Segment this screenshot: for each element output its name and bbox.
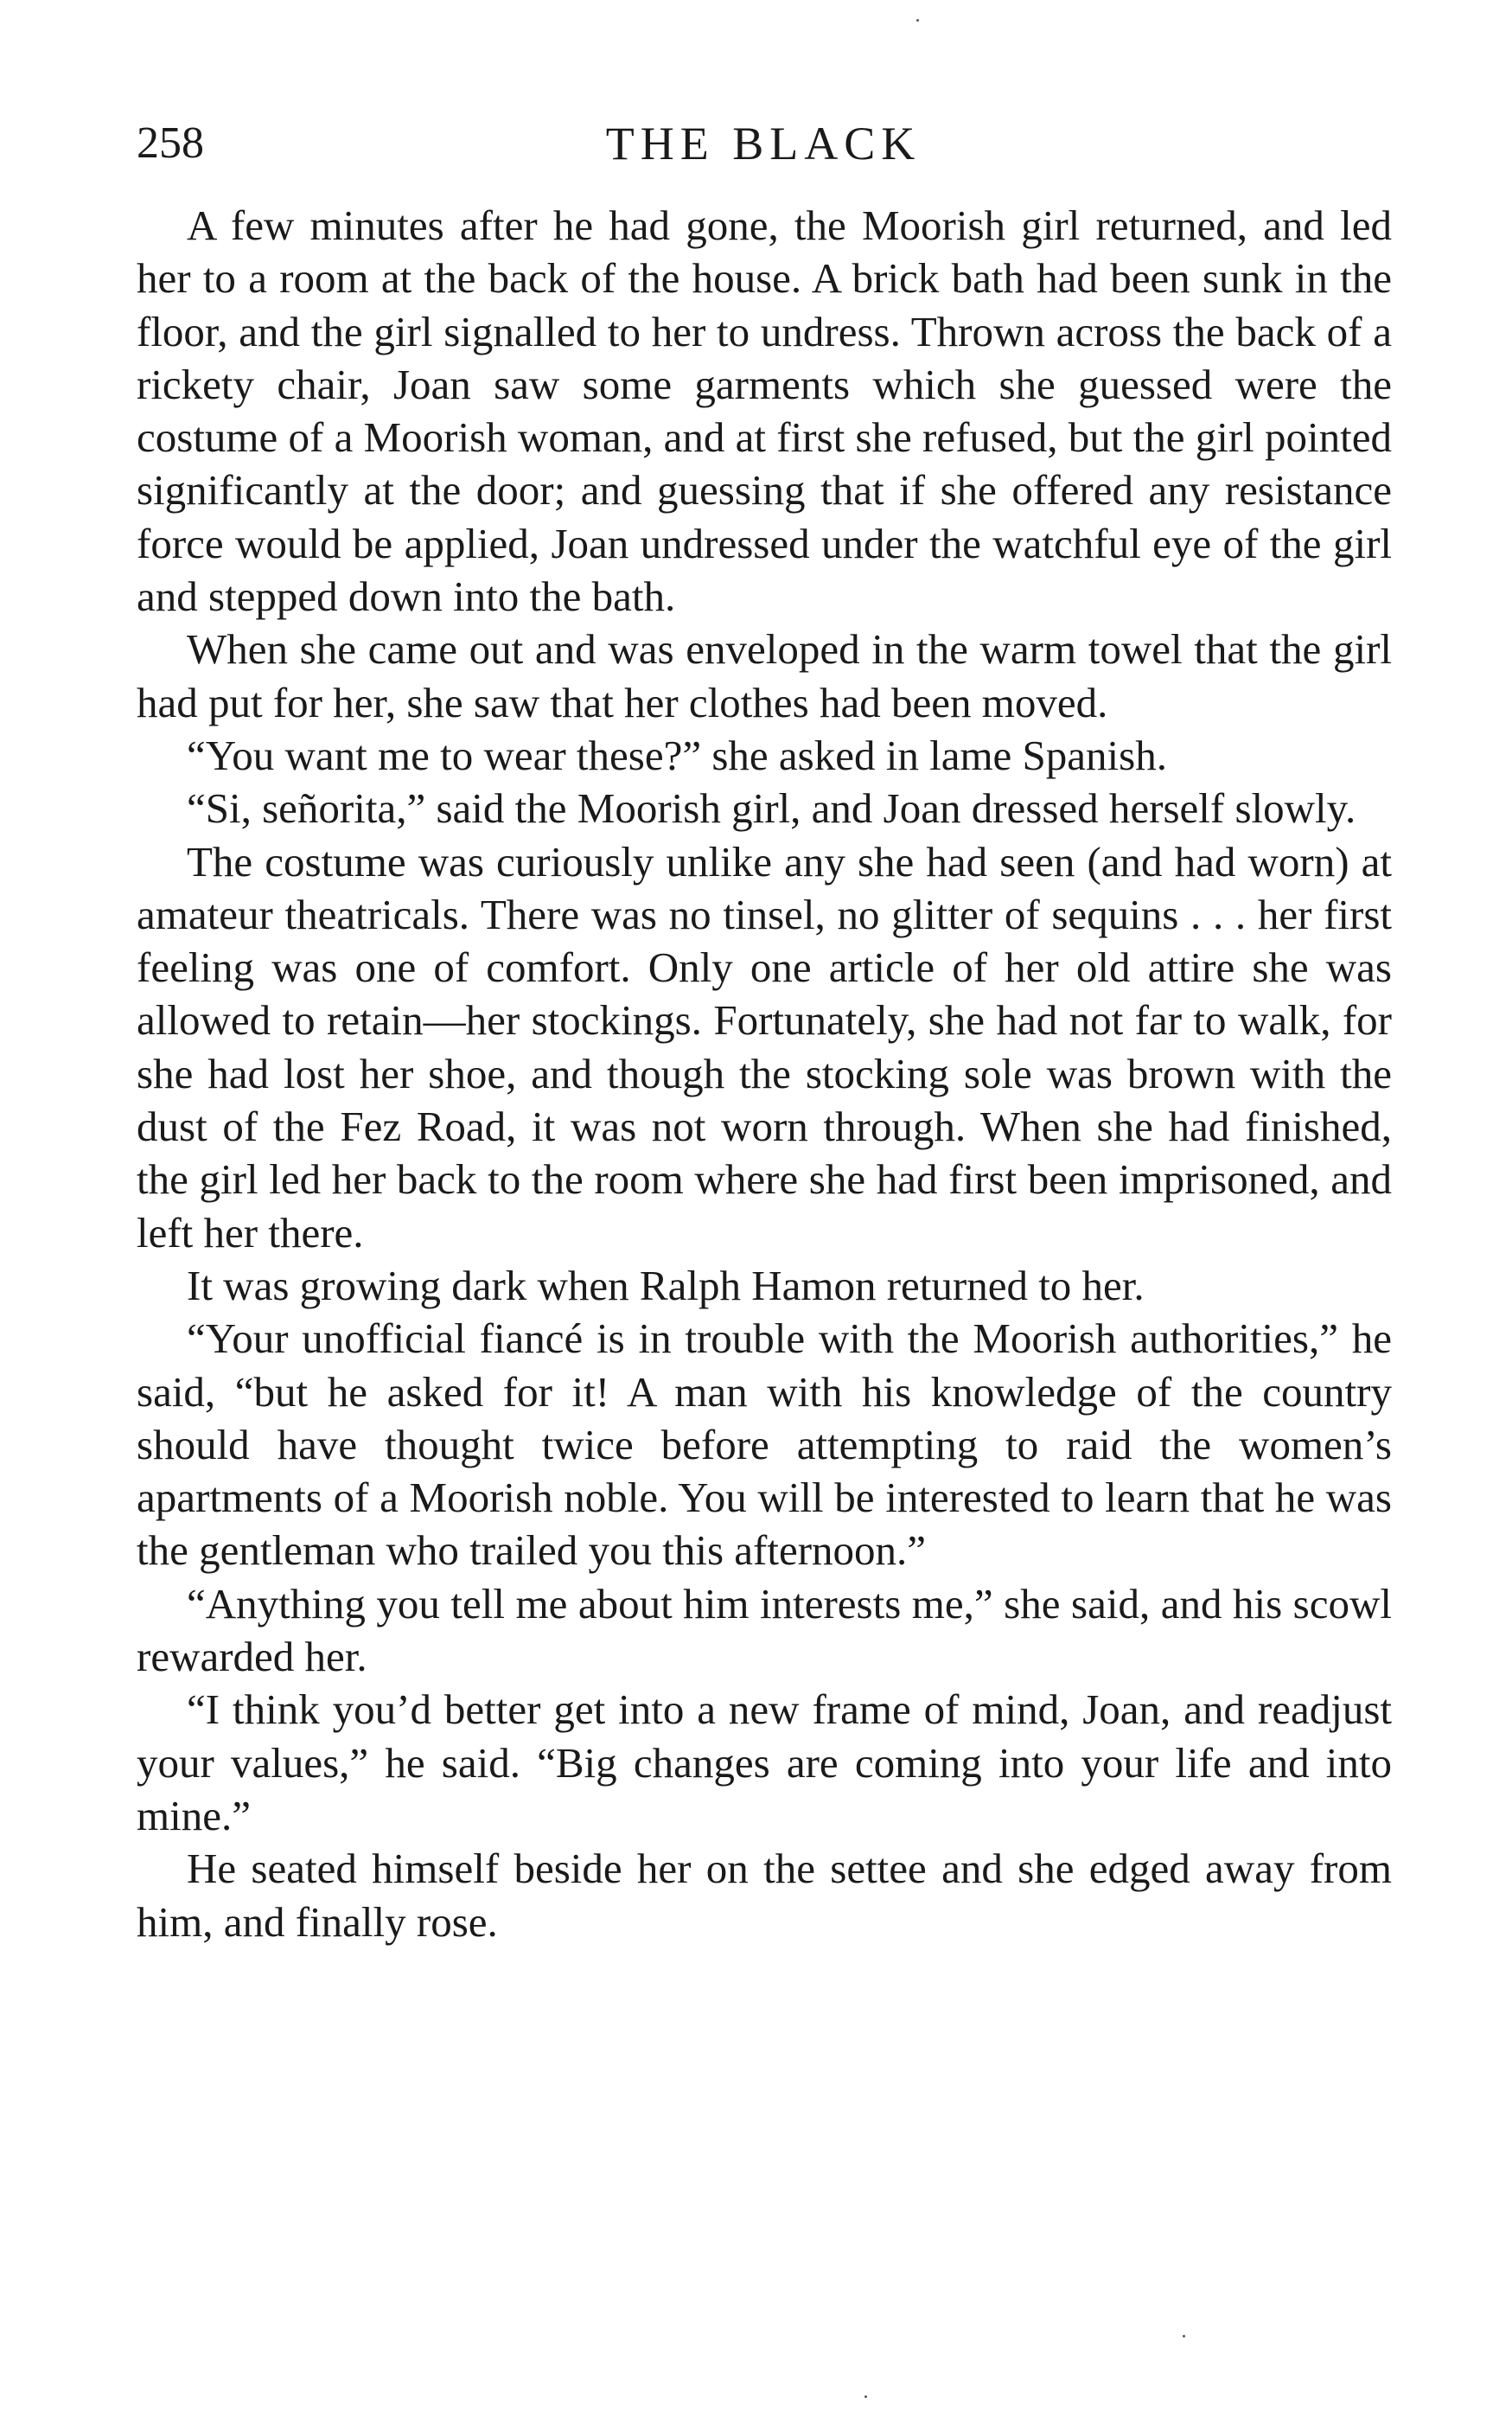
paragraph: The costume was curiously unlike any she had seen (and had worn) at amateur theatricals. There was no tinsel, no glitter of sequins . . . her first feeling was one of comfort. Only one article of her old attire she was allowed to retain—her stockings. Fortunately, she had not far to walk, for she had lost her shoe, and though the stocking sole was brown with the dust of the Fez Road, it was not worn through. When she had finished, the girl led her back to the room where she had first been imprisoned, and left her there. <box>137 837 1392 1257</box>
paragraph: “Your unofficial fiancé is in trouble with the Moorish authorities,” he said, “but he asked for it! A man with his knowledge of the country should have thought twice before attempting to raid the women’s apartments of a Moorish noble. You will be interested to learn that he was the gentleman who trailed you this afternoon.” <box>137 1314 1392 1575</box>
paragraph: “I think you’d better get into a new frame of mind, Joan, and readjust your values,” he said. “Big changes are coming into your life and into mine.” <box>137 1685 1392 1839</box>
paragraph: He seated himself beside her on the settee and she edged away from him, and finally rose. <box>137 1845 1392 1946</box>
paper-speck <box>916 19 919 22</box>
paragraph: “Anything you tell me about him interests me,” she said, and his scowl rewarded her. <box>137 1579 1392 1681</box>
paragraph: It was growing dark when Ralph Hamon returned to her. <box>187 1261 1145 1309</box>
page-number: 258 <box>137 118 204 168</box>
paragraph: A few minutes after he had gone, the Moorish girl returned, and led her to a room at the back of the house. A brick bath had been sunk in the floor, and the girl signalled to her to undress. Thrown across the back of a rickety chair, Joan saw some garments which she guessed were the costume of a Moorish woman, and at first she refused, but the girl pointed significantly at the door; and guessing that if she offered any resistance force would be applied, Joan undressed under the watchful eye of the girl and stepped down into the bath. <box>137 201 1392 621</box>
paragraph: When she came out and was enveloped in the warm towel that the girl had put for her, she saw that her clothes had been moved. <box>137 625 1392 726</box>
paragraph: “You want me to wear these?” she asked in lame Spanish. <box>187 731 1167 779</box>
paper-speck <box>864 2395 867 2398</box>
paper-speck <box>1183 2335 1185 2337</box>
body-text <box>137 199 1392 1948</box>
page-header <box>137 111 1390 171</box>
paragraph: “Si, señorita,” said the Moorish girl, and Joan dressed herself slowly. <box>187 784 1356 833</box>
running-head: THE BLACK <box>605 118 922 169</box>
